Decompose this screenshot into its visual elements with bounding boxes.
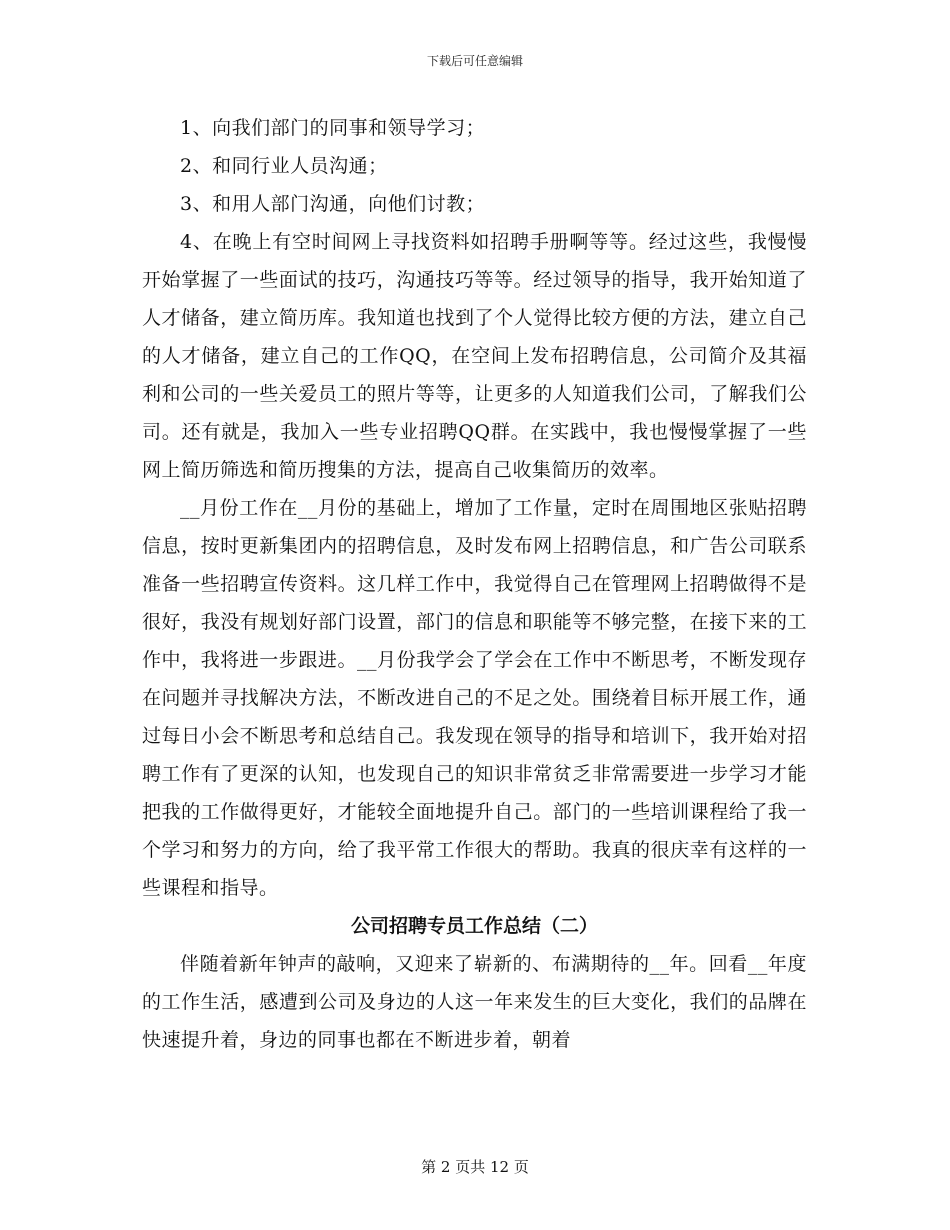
list-item-2: 2、和同行业人员沟通； [180, 155, 388, 177]
list-item-3: 3、和用人部门沟通，向他们讨教； [180, 193, 486, 215]
page-footer: 第 2 页共 12 页 [421, 1158, 529, 1176]
list-item-4: 4、在晚上有空时间网上寻找资料如招聘手册啊等等。经过这些，我慢慢开始掌握了一些面试的技巧，沟通技巧等等。经过领导的指导，我开始知道了人才储备，建立简历库。我知道也找到了个人觉得比较方便的方法，建立自己的人才储备，建立自己的工作QQ，在空间上发布招聘信息，公司简介及其福利和公司的一些关爱员工的照片等等，让更多的人知道我们公司，了解我们公司。还有就是，我加入一些专业招聘QQ群。在实践中，我也慢慢掌握了一些网上简历筛选和简历搜集的方法，提高自己收集简历的效率。 [142, 231, 807, 481]
section-title: 公司招聘专员工作总结（二） [350, 915, 598, 937]
list-item-1: 1、向我们部门的同事和领导学习； [180, 117, 486, 139]
page-header: 下载后可任意编辑 [426, 54, 523, 68]
body-paragraph: __月份工作在__月份的基础上，增加了工作量，定时在周围地区张贴招聘信息，按时更新集团内的招聘信息，及时发布网上招聘信息，和广告公司联系准备一些招聘宣传资料。这几样工作中，我觉得自己在管理网上招聘做得不是很好，我没有规划好部门设置，部门的信息和职能等不够完整，在接下来的工作中，我将进一步跟进。__月份我学会了学会在工作中不断思考，不断发现存在问题并寻找解决方法，不断改进自己的不足之处。围绕着目标开展工作，通过每日小会不断思考和总结自己。我发现在领导的指导和培训下，我开始对招聘工作有了更深的认知，也发现自己的知识非常贫乏非常需要进一步学习才能把我的工作做得更好，才能较全面地提升自己。部门的一些培训课程给了我一个学习和努力的方向，给了我平常工作很大的帮助。我真的很庆幸有这样的一些课程和指导。 [142, 497, 807, 899]
document-body [142, 109, 807, 1059]
section-paragraph: 伴随着新年钟声的敲响，又迎来了崭新的、布满期待的__年。回看__年度的工作生活，感遭到公司及身边的人这一年来发生的巨大变化，我们的品牌在快速提升着，身边的同事也都在不断进步着，朝着 [142, 953, 807, 1051]
